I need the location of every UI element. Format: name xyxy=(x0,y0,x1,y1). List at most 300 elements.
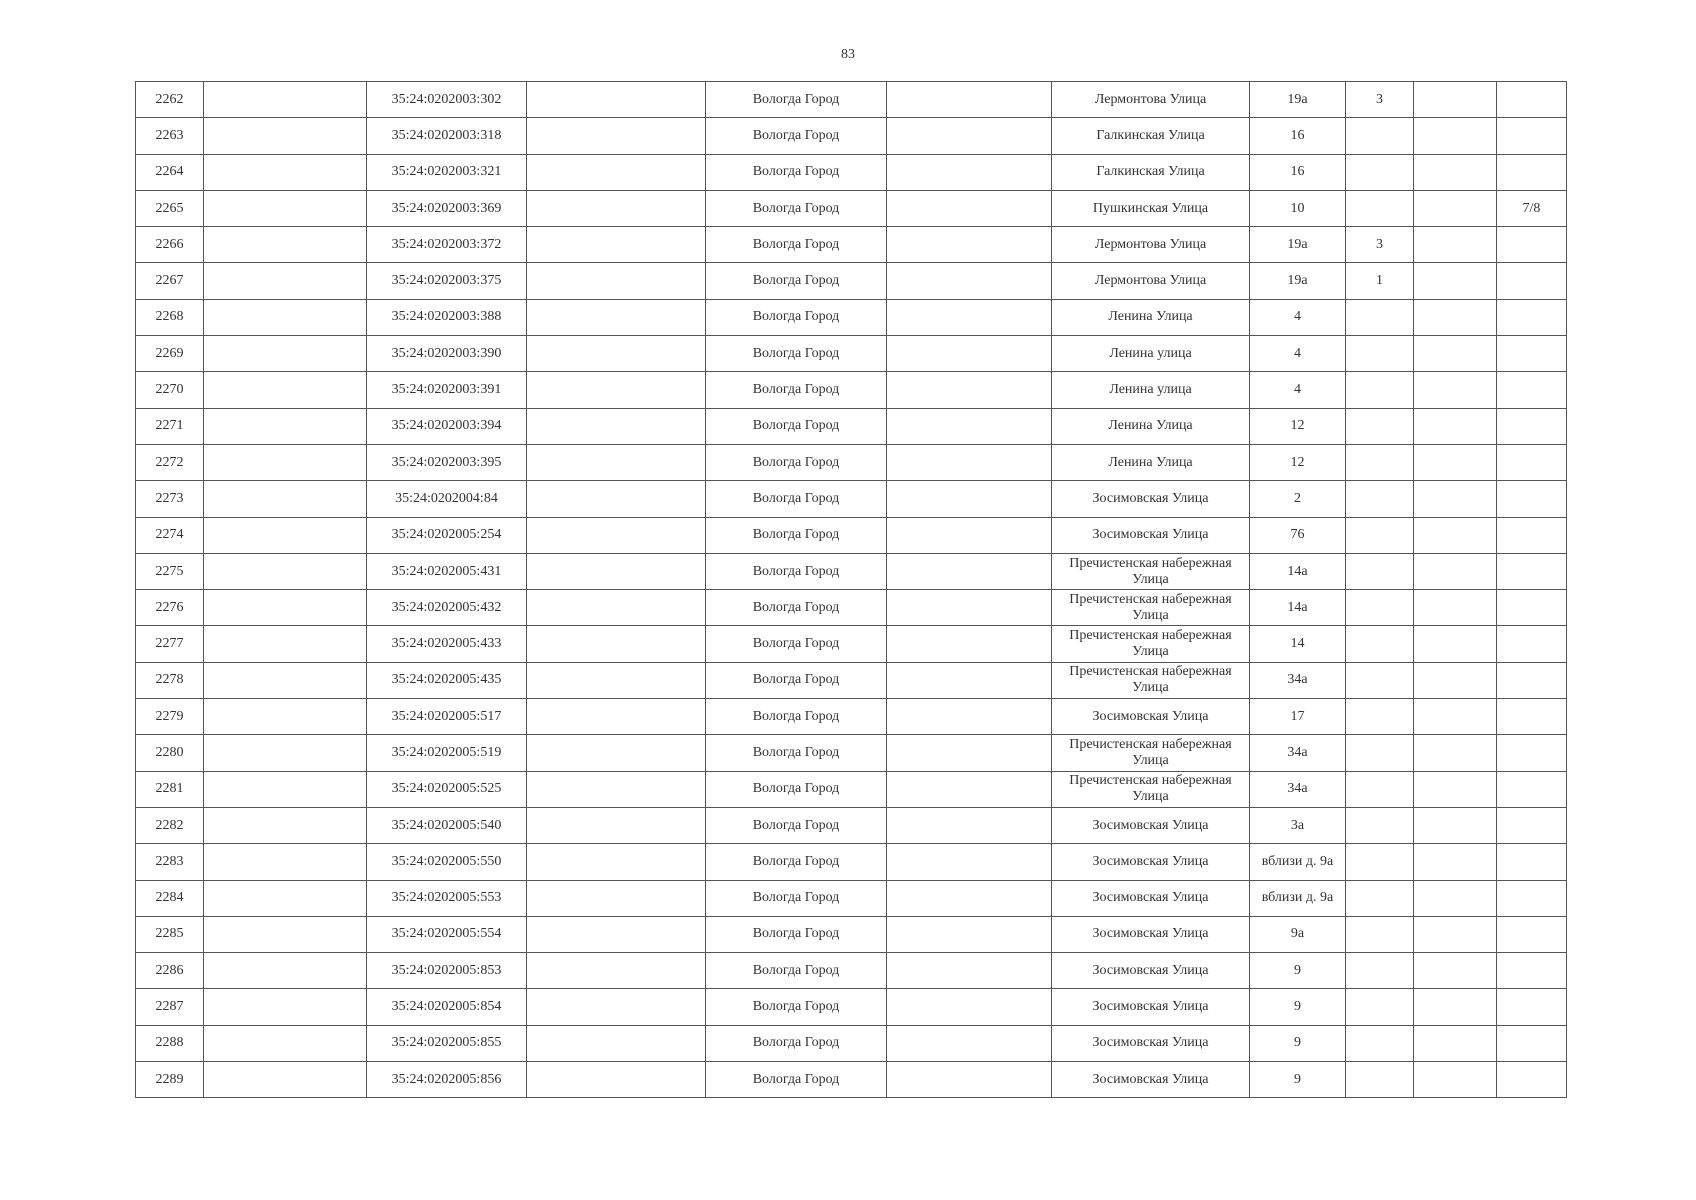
city-cell: Вологда Город xyxy=(706,916,887,952)
row-number-cell: 2276 xyxy=(136,590,204,626)
table-row xyxy=(136,481,1567,517)
empty-cell xyxy=(1414,699,1497,735)
city-cell: Вологда Город xyxy=(706,553,887,589)
table-row xyxy=(136,444,1567,480)
street-cell: Зосимовская Улица xyxy=(1052,844,1250,880)
empty-cell xyxy=(887,699,1052,735)
row-number-cell: 2277 xyxy=(136,626,204,662)
empty-cell xyxy=(887,299,1052,335)
row-number-cell: 2269 xyxy=(136,336,204,372)
empty-cell xyxy=(1414,662,1497,698)
building-cell xyxy=(1346,771,1414,807)
row-number-cell: 2283 xyxy=(136,844,204,880)
empty-cell xyxy=(204,118,367,154)
cadastral-number-cell: 35:24:0202005:853 xyxy=(367,953,527,989)
row-number-cell: 2263 xyxy=(136,118,204,154)
house-cell: 14а xyxy=(1250,553,1346,589)
street-cell: Зосимовская Улица xyxy=(1052,1062,1250,1098)
row-number-cell: 2275 xyxy=(136,553,204,589)
empty-cell xyxy=(204,227,367,263)
building-cell xyxy=(1346,590,1414,626)
empty-cell xyxy=(204,662,367,698)
city-cell: Вологда Город xyxy=(706,481,887,517)
building-cell xyxy=(1346,1025,1414,1061)
house-cell: 4 xyxy=(1250,372,1346,408)
building-cell: 1 xyxy=(1346,263,1414,299)
empty-cell xyxy=(887,880,1052,916)
city-cell: Вологда Город xyxy=(706,1062,887,1098)
empty-cell xyxy=(1414,118,1497,154)
empty-cell xyxy=(1414,227,1497,263)
city-cell: Вологда Город xyxy=(706,263,887,299)
city-cell: Вологда Город xyxy=(706,444,887,480)
city-cell: Вологда Город xyxy=(706,844,887,880)
empty-cell xyxy=(1414,372,1497,408)
empty-cell xyxy=(527,118,706,154)
empty-cell xyxy=(527,735,706,771)
building-cell xyxy=(1346,699,1414,735)
empty-cell xyxy=(1414,553,1497,589)
building-cell xyxy=(1346,372,1414,408)
table-row xyxy=(136,989,1567,1025)
empty-cell xyxy=(887,953,1052,989)
apartment-cell xyxy=(1497,771,1567,807)
city-cell: Вологда Город xyxy=(706,1025,887,1061)
cadastral-number-cell: 35:24:0202003:391 xyxy=(367,372,527,408)
empty-cell xyxy=(887,118,1052,154)
city-cell: Вологда Город xyxy=(706,336,887,372)
apartment-cell xyxy=(1497,807,1567,843)
row-number-cell: 2280 xyxy=(136,735,204,771)
street-cell: Пречистенская набережная Улица xyxy=(1052,771,1250,807)
cadastral-number-cell: 35:24:0202003:390 xyxy=(367,336,527,372)
building-cell xyxy=(1346,953,1414,989)
empty-cell xyxy=(887,154,1052,190)
street-cell: Лермонтова Улица xyxy=(1052,263,1250,299)
table-row xyxy=(136,590,1567,626)
house-cell: 19а xyxy=(1250,227,1346,263)
city-cell: Вологда Город xyxy=(706,190,887,226)
row-number-cell: 2282 xyxy=(136,807,204,843)
empty-cell xyxy=(887,844,1052,880)
street-cell: Галкинская Улица xyxy=(1052,154,1250,190)
row-number-cell: 2288 xyxy=(136,1025,204,1061)
apartment-cell xyxy=(1497,227,1567,263)
empty-cell xyxy=(1414,590,1497,626)
empty-cell xyxy=(887,481,1052,517)
apartment-cell xyxy=(1497,517,1567,553)
empty-cell xyxy=(887,444,1052,480)
street-cell: Зосимовская Улица xyxy=(1052,880,1250,916)
apartment-cell xyxy=(1497,735,1567,771)
street-cell: Пречистенская набережная Улица xyxy=(1052,590,1250,626)
house-cell: 19а xyxy=(1250,263,1346,299)
apartment-cell xyxy=(1497,481,1567,517)
city-cell: Вологда Город xyxy=(706,953,887,989)
empty-cell xyxy=(527,844,706,880)
table-row xyxy=(136,771,1567,807)
empty-cell xyxy=(1414,1062,1497,1098)
row-number-cell: 2262 xyxy=(136,82,204,118)
empty-cell xyxy=(887,408,1052,444)
table-row xyxy=(136,190,1567,226)
empty-cell xyxy=(527,190,706,226)
empty-cell xyxy=(204,807,367,843)
street-cell: Зосимовская Улица xyxy=(1052,481,1250,517)
empty-cell xyxy=(887,82,1052,118)
building-cell xyxy=(1346,190,1414,226)
house-cell: вблизи д. 9а xyxy=(1250,880,1346,916)
house-cell: 34а xyxy=(1250,771,1346,807)
building-cell xyxy=(1346,481,1414,517)
empty-cell xyxy=(527,953,706,989)
city-cell: Вологда Город xyxy=(706,408,887,444)
empty-cell xyxy=(887,916,1052,952)
empty-cell xyxy=(204,82,367,118)
empty-cell xyxy=(527,1025,706,1061)
apartment-cell xyxy=(1497,590,1567,626)
cadastral-number-cell: 35:24:0202005:517 xyxy=(367,699,527,735)
house-cell: 17 xyxy=(1250,699,1346,735)
empty-cell xyxy=(1414,517,1497,553)
empty-cell xyxy=(204,154,367,190)
table-row xyxy=(136,699,1567,735)
cadastral-number-cell: 35:24:0202005:855 xyxy=(367,1025,527,1061)
apartment-cell xyxy=(1497,916,1567,952)
empty-cell xyxy=(204,771,367,807)
table-row xyxy=(136,82,1567,118)
empty-cell xyxy=(887,190,1052,226)
empty-cell xyxy=(204,553,367,589)
building-cell xyxy=(1346,517,1414,553)
street-cell: Пречистенская набережная Улица xyxy=(1052,553,1250,589)
cadastral-number-cell: 35:24:0202003:372 xyxy=(367,227,527,263)
empty-cell xyxy=(204,699,367,735)
apartment-cell xyxy=(1497,880,1567,916)
apartment-cell xyxy=(1497,626,1567,662)
cadastral-number-cell: 35:24:0202005:254 xyxy=(367,517,527,553)
house-cell: 16 xyxy=(1250,118,1346,154)
empty-cell xyxy=(1414,481,1497,517)
city-cell: Вологда Город xyxy=(706,299,887,335)
empty-cell xyxy=(887,517,1052,553)
table-row xyxy=(136,880,1567,916)
house-cell: 9 xyxy=(1250,1025,1346,1061)
empty-cell xyxy=(887,735,1052,771)
house-cell: 34а xyxy=(1250,662,1346,698)
empty-cell xyxy=(887,771,1052,807)
table-row xyxy=(136,953,1567,989)
empty-cell xyxy=(887,372,1052,408)
table-row xyxy=(136,408,1567,444)
apartment-cell xyxy=(1497,989,1567,1025)
cadastral-number-cell: 35:24:0202003:321 xyxy=(367,154,527,190)
row-number-cell: 2287 xyxy=(136,989,204,1025)
empty-cell xyxy=(887,1025,1052,1061)
apartment-cell xyxy=(1497,299,1567,335)
table-row xyxy=(136,553,1567,589)
building-cell xyxy=(1346,989,1414,1025)
apartment-cell xyxy=(1497,118,1567,154)
apartment-cell xyxy=(1497,263,1567,299)
building-cell xyxy=(1346,735,1414,771)
empty-cell xyxy=(527,916,706,952)
empty-cell xyxy=(1414,953,1497,989)
cadastral-number-cell: 35:24:0202005:854 xyxy=(367,989,527,1025)
empty-cell xyxy=(204,1062,367,1098)
building-cell xyxy=(1346,553,1414,589)
empty-cell xyxy=(204,953,367,989)
table-row xyxy=(136,916,1567,952)
house-cell: 19а xyxy=(1250,82,1346,118)
street-cell: Зосимовская Улица xyxy=(1052,953,1250,989)
row-number-cell: 2267 xyxy=(136,263,204,299)
street-cell: Зосимовская Улица xyxy=(1052,517,1250,553)
empty-cell xyxy=(1414,880,1497,916)
building-cell xyxy=(1346,299,1414,335)
empty-cell xyxy=(204,336,367,372)
row-number-cell: 2270 xyxy=(136,372,204,408)
street-cell: Зосимовская Улица xyxy=(1052,1025,1250,1061)
table-row xyxy=(136,735,1567,771)
building-cell xyxy=(1346,408,1414,444)
building-cell xyxy=(1346,880,1414,916)
city-cell: Вологда Город xyxy=(706,227,887,263)
cadastral-number-cell: 35:24:0202005:525 xyxy=(367,771,527,807)
city-cell: Вологда Город xyxy=(706,807,887,843)
empty-cell xyxy=(527,517,706,553)
table-row xyxy=(136,626,1567,662)
empty-cell xyxy=(1414,844,1497,880)
empty-cell xyxy=(204,408,367,444)
building-cell: 3 xyxy=(1346,227,1414,263)
cadastral-number-cell: 35:24:0202005:435 xyxy=(367,662,527,698)
building-cell xyxy=(1346,916,1414,952)
row-number-cell: 2284 xyxy=(136,880,204,916)
cadastral-number-cell: 35:24:0202003:375 xyxy=(367,263,527,299)
empty-cell xyxy=(527,263,706,299)
row-number-cell: 2279 xyxy=(136,699,204,735)
apartment-cell xyxy=(1497,844,1567,880)
house-cell: 76 xyxy=(1250,517,1346,553)
empty-cell xyxy=(527,372,706,408)
house-cell: 16 xyxy=(1250,154,1346,190)
cadastral-number-cell: 35:24:0202003:394 xyxy=(367,408,527,444)
apartment-cell xyxy=(1497,408,1567,444)
empty-cell xyxy=(527,553,706,589)
house-cell: 9 xyxy=(1250,989,1346,1025)
empty-cell xyxy=(527,408,706,444)
apartment-cell xyxy=(1497,1025,1567,1061)
table-row xyxy=(136,154,1567,190)
empty-cell xyxy=(527,444,706,480)
street-cell: Ленина улица xyxy=(1052,336,1250,372)
empty-cell xyxy=(527,590,706,626)
empty-cell xyxy=(527,771,706,807)
empty-cell xyxy=(527,154,706,190)
empty-cell xyxy=(527,626,706,662)
city-cell: Вологда Город xyxy=(706,372,887,408)
house-cell: вблизи д. 9а xyxy=(1250,844,1346,880)
row-number-cell: 2265 xyxy=(136,190,204,226)
empty-cell xyxy=(1414,336,1497,372)
building-cell: 3 xyxy=(1346,82,1414,118)
empty-cell xyxy=(204,590,367,626)
cadastral-number-cell: 35:24:0202004:84 xyxy=(367,481,527,517)
city-cell: Вологда Город xyxy=(706,590,887,626)
street-cell: Лермонтова Улица xyxy=(1052,227,1250,263)
table-row xyxy=(136,372,1567,408)
building-cell xyxy=(1346,444,1414,480)
street-cell: Галкинская Улица xyxy=(1052,118,1250,154)
house-cell: 14а xyxy=(1250,590,1346,626)
empty-cell xyxy=(887,590,1052,626)
empty-cell xyxy=(1414,299,1497,335)
empty-cell xyxy=(887,807,1052,843)
row-number-cell: 2278 xyxy=(136,662,204,698)
empty-cell xyxy=(204,372,367,408)
city-cell: Вологда Город xyxy=(706,154,887,190)
house-cell: 34а xyxy=(1250,735,1346,771)
cadastral-number-cell: 35:24:0202003:395 xyxy=(367,444,527,480)
cadastral-number-cell: 35:24:0202003:388 xyxy=(367,299,527,335)
registry-body xyxy=(136,82,1567,1098)
empty-cell xyxy=(887,263,1052,299)
street-cell: Зосимовская Улица xyxy=(1052,807,1250,843)
empty-cell xyxy=(527,336,706,372)
empty-cell xyxy=(1414,989,1497,1025)
empty-cell xyxy=(204,263,367,299)
building-cell xyxy=(1346,154,1414,190)
table-row xyxy=(136,517,1567,553)
city-cell: Вологда Город xyxy=(706,626,887,662)
city-cell: Вологда Город xyxy=(706,880,887,916)
empty-cell xyxy=(887,989,1052,1025)
cadastral-number-cell: 35:24:0202005:432 xyxy=(367,590,527,626)
apartment-cell xyxy=(1497,444,1567,480)
table-row xyxy=(136,336,1567,372)
empty-cell xyxy=(204,626,367,662)
city-cell: Вологда Город xyxy=(706,118,887,154)
empty-cell xyxy=(1414,735,1497,771)
building-cell xyxy=(1346,118,1414,154)
row-number-cell: 2273 xyxy=(136,481,204,517)
street-cell: Лермонтова Улица xyxy=(1052,82,1250,118)
house-cell: 9а xyxy=(1250,916,1346,952)
empty-cell xyxy=(527,227,706,263)
table-row xyxy=(136,263,1567,299)
street-cell: Зосимовская Улица xyxy=(1052,699,1250,735)
building-cell xyxy=(1346,336,1414,372)
house-cell: 12 xyxy=(1250,408,1346,444)
table-row xyxy=(136,299,1567,335)
house-cell: 2 xyxy=(1250,481,1346,517)
street-cell: Пушкинская Улица xyxy=(1052,190,1250,226)
empty-cell xyxy=(1414,444,1497,480)
city-cell: Вологда Город xyxy=(706,771,887,807)
apartment-cell xyxy=(1497,553,1567,589)
house-cell: 10 xyxy=(1250,190,1346,226)
empty-cell xyxy=(1414,1025,1497,1061)
cadastral-number-cell: 35:24:0202005:519 xyxy=(367,735,527,771)
cadastral-number-cell: 35:24:0202003:369 xyxy=(367,190,527,226)
empty-cell xyxy=(204,880,367,916)
city-cell: Вологда Город xyxy=(706,517,887,553)
street-cell: Ленина Улица xyxy=(1052,408,1250,444)
street-cell: Пречистенская набережная Улица xyxy=(1052,626,1250,662)
apartment-cell xyxy=(1497,662,1567,698)
row-number-cell: 2268 xyxy=(136,299,204,335)
empty-cell xyxy=(527,989,706,1025)
empty-cell xyxy=(1414,154,1497,190)
row-number-cell: 2264 xyxy=(136,154,204,190)
empty-cell xyxy=(1414,190,1497,226)
empty-cell xyxy=(204,444,367,480)
empty-cell xyxy=(527,1062,706,1098)
page-number: 83 xyxy=(841,47,855,62)
city-cell: Вологда Город xyxy=(706,662,887,698)
empty-cell xyxy=(204,1025,367,1061)
empty-cell xyxy=(527,880,706,916)
cadastral-number-cell: 35:24:0202003:302 xyxy=(367,82,527,118)
empty-cell xyxy=(1414,263,1497,299)
cadastral-number-cell: 35:24:0202005:433 xyxy=(367,626,527,662)
house-cell: 14 xyxy=(1250,626,1346,662)
row-number-cell: 2289 xyxy=(136,1062,204,1098)
house-cell: 3а xyxy=(1250,807,1346,843)
empty-cell xyxy=(204,989,367,1025)
city-cell: Вологда Город xyxy=(706,82,887,118)
apartment-cell xyxy=(1497,699,1567,735)
city-cell: Вологда Город xyxy=(706,989,887,1025)
apartment-cell xyxy=(1497,154,1567,190)
city-cell: Вологда Город xyxy=(706,735,887,771)
empty-cell xyxy=(204,844,367,880)
cadastral-number-cell: 35:24:0202005:856 xyxy=(367,1062,527,1098)
empty-cell xyxy=(1414,771,1497,807)
street-cell: Ленина улица xyxy=(1052,372,1250,408)
cadastral-number-cell: 35:24:0202005:553 xyxy=(367,880,527,916)
building-cell xyxy=(1346,844,1414,880)
street-cell: Зосимовская Улица xyxy=(1052,989,1250,1025)
street-cell: Ленина Улица xyxy=(1052,299,1250,335)
table-row xyxy=(136,807,1567,843)
empty-cell xyxy=(1414,807,1497,843)
apartment-cell xyxy=(1497,82,1567,118)
table-row xyxy=(136,844,1567,880)
empty-cell xyxy=(887,227,1052,263)
house-cell: 9 xyxy=(1250,953,1346,989)
empty-cell xyxy=(887,662,1052,698)
table-row xyxy=(136,662,1567,698)
empty-cell xyxy=(527,82,706,118)
cadastral-number-cell: 35:24:0202003:318 xyxy=(367,118,527,154)
empty-cell xyxy=(527,662,706,698)
apartment-cell xyxy=(1497,1062,1567,1098)
row-number-cell: 2266 xyxy=(136,227,204,263)
building-cell xyxy=(1346,807,1414,843)
apartment-cell xyxy=(1497,372,1567,408)
cadastral-number-cell: 35:24:0202005:554 xyxy=(367,916,527,952)
empty-cell xyxy=(204,517,367,553)
house-cell: 4 xyxy=(1250,299,1346,335)
house-cell: 12 xyxy=(1250,444,1346,480)
row-number-cell: 2281 xyxy=(136,771,204,807)
empty-cell xyxy=(1414,408,1497,444)
cadastral-number-cell: 35:24:0202005:540 xyxy=(367,807,527,843)
row-number-cell: 2286 xyxy=(136,953,204,989)
apartment-cell xyxy=(1497,953,1567,989)
